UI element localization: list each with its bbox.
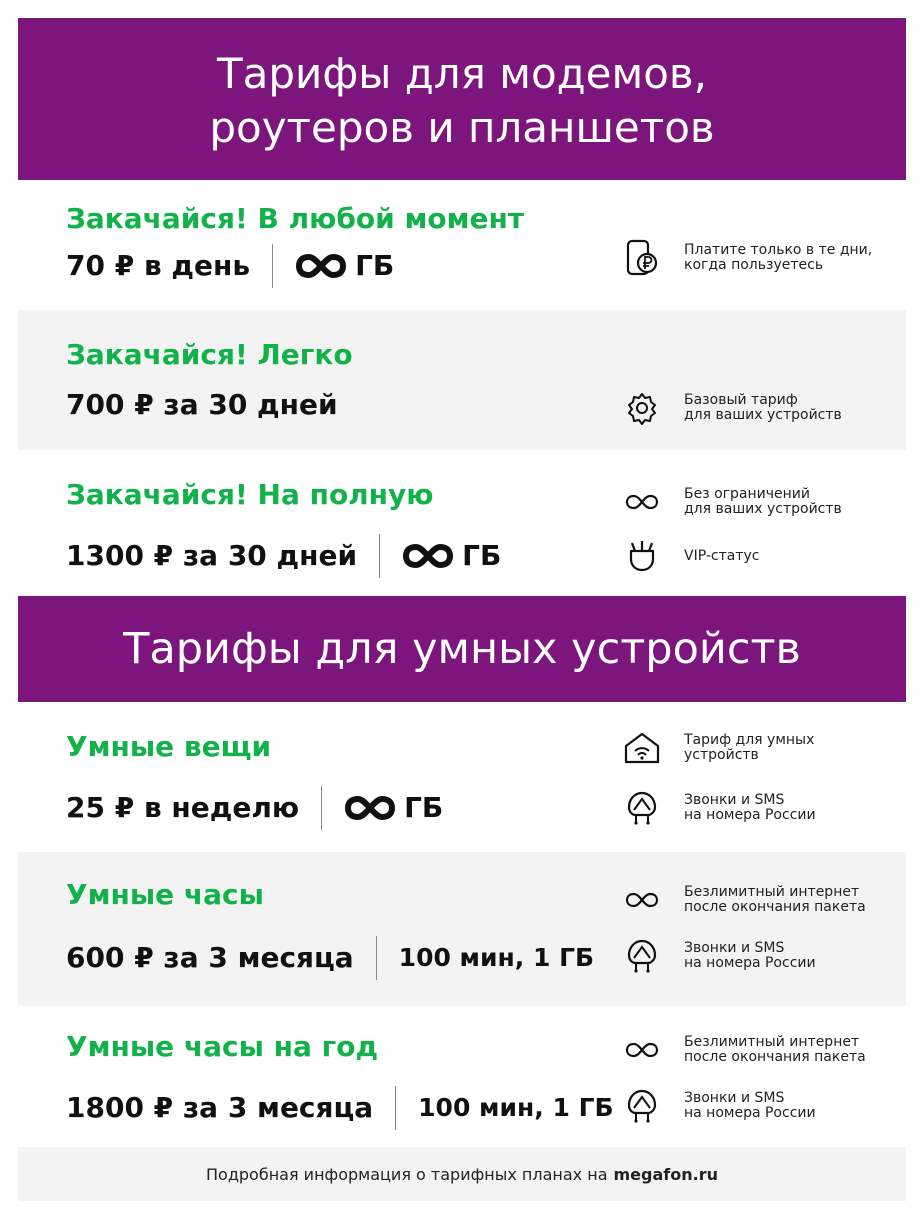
plan-card-smart-things[interactable]	[18, 702, 906, 852]
plan-price: 70 ₽ в день	[66, 249, 251, 282]
plan-name: Умные часы	[66, 878, 264, 911]
feature-calls-sms	[622, 1086, 816, 1126]
plan-name: Закачайся! Легко	[66, 338, 353, 371]
plan-traffic	[295, 249, 394, 283]
plan-traffic-unit: ГБ	[404, 791, 444, 824]
plan-traffic-unit: ГБ	[355, 249, 395, 282]
plan-card-smart-watch-year[interactable]	[18, 1006, 906, 1147]
feature-text: Платите только в те дни, когда пользуетесь	[684, 242, 873, 273]
plan-name: Закачайся! В любой момент	[66, 202, 525, 235]
gear-icon	[622, 388, 662, 428]
infinity-icon	[622, 880, 662, 920]
plan-package: 100 мин, 1 ГБ	[418, 1093, 614, 1122]
section-title-line-2: роутеров и планшетов	[209, 103, 715, 152]
section-title-line-1: Тарифы для модемов,	[216, 49, 707, 98]
plan-traffic	[344, 791, 443, 825]
feature-basic-tariff	[622, 388, 842, 428]
footer-link[interactable]: megafon.ru	[613, 1164, 718, 1184]
feature-text: Базовый тариф для ваших устройств	[684, 392, 842, 423]
plan-price-row	[66, 388, 338, 422]
feature-unlimited-internet	[622, 1030, 866, 1070]
crown-icon	[622, 536, 662, 576]
feature-text: Безлимитный интернет после окончания пакета	[684, 884, 866, 915]
feature-text: Тариф для умных устройств	[684, 732, 815, 763]
footer	[18, 1147, 906, 1201]
phone-ruble-icon	[622, 238, 662, 278]
plan-price: 700 ₽ за 30 дней	[66, 388, 338, 421]
price-divider	[395, 1086, 396, 1130]
feature-calls-sms	[622, 936, 816, 976]
feature-text: Звонки и SMS на номера России	[684, 1090, 816, 1121]
plan-card-full[interactable]	[18, 450, 906, 596]
footer-text: Подробная информация о тарифных планах на	[206, 1164, 608, 1184]
feature-vip	[622, 536, 759, 576]
plan-price-row	[66, 534, 501, 578]
plan-card-any-moment[interactable]	[18, 180, 906, 310]
plan-price: 25 ₽ в неделю	[66, 791, 300, 824]
plan-card-easy[interactable]	[18, 310, 906, 450]
plan-price: 1800 ₽ за 3 месяца	[66, 1091, 374, 1124]
price-divider	[379, 534, 380, 578]
infinity-icon	[344, 795, 396, 821]
plan-card-smart-watch[interactable]	[18, 852, 906, 1006]
section-header-modems	[18, 18, 906, 180]
calls-sms-icon	[622, 788, 662, 828]
feature-text: Без ограничений для ваших устройств	[684, 486, 842, 517]
plan-price-row	[66, 936, 594, 980]
calls-sms-icon	[622, 1086, 662, 1126]
infinity-icon	[402, 543, 454, 569]
price-divider	[321, 786, 322, 830]
plan-price-row	[66, 1086, 614, 1130]
plan-price: 600 ₽ за 3 месяца	[66, 941, 354, 974]
smart-home-icon	[622, 728, 662, 768]
feature-pay-per-day	[622, 238, 872, 278]
plan-name: Умные часы на год	[66, 1030, 379, 1063]
feature-calls-sms	[622, 788, 816, 828]
plan-name: Умные вещи	[66, 730, 272, 763]
price-divider	[272, 244, 273, 288]
price-divider	[376, 936, 377, 980]
feature-text: Безлимитный интернет после окончания пакета	[684, 1034, 866, 1065]
feature-smart-tariff	[622, 728, 814, 768]
calls-sms-icon	[622, 936, 662, 976]
plan-price: 1300 ₽ за 30 дней	[66, 539, 358, 572]
plan-traffic	[402, 539, 501, 573]
feature-text: Звонки и SMS на номера России	[684, 792, 816, 823]
infinity-icon	[622, 482, 662, 522]
feature-text: Звонки и SMS на номера России	[684, 940, 816, 971]
infinity-icon	[295, 253, 347, 279]
feature-unlimited-internet	[622, 880, 866, 920]
plan-price-row	[66, 244, 394, 288]
plan-traffic-unit: ГБ	[462, 539, 502, 572]
section-title: Тарифы для умных устройств	[123, 624, 801, 674]
feature-no-limits	[622, 482, 842, 522]
plan-price-row	[66, 786, 443, 830]
infinity-icon	[622, 1030, 662, 1070]
plan-package: 100 мин, 1 ГБ	[398, 943, 595, 972]
plan-name: Закачайся! На полную	[66, 478, 434, 511]
feature-text: VIP-статус	[684, 547, 760, 564]
section-header-smart-devices	[18, 596, 906, 702]
